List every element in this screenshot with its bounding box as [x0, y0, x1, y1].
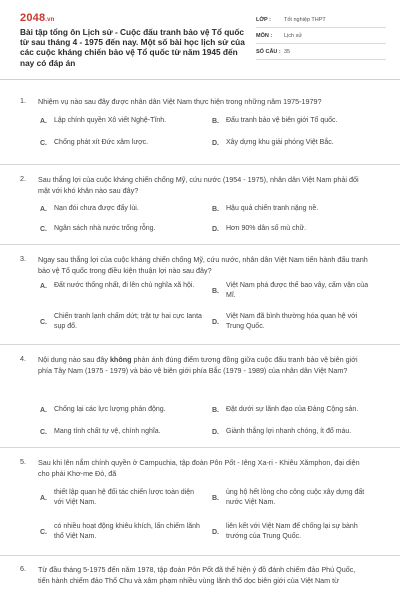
question-text: Ngay sau thắng lợi của cuộc kháng chiến chống Mỹ, cứu nước, nhân dân Việt Nam tiến hành đấu tranh bảo vệ Tổ quốc trong điều kiện thuận lợi nào sau đây?	[38, 255, 368, 275]
option-letter: B.	[212, 117, 219, 125]
meta-row-count	[256, 44, 386, 60]
meta-row-subject	[256, 28, 386, 44]
option-letter: C.	[40, 225, 47, 233]
question-1	[0, 90, 400, 165]
question-number: 2.	[20, 174, 26, 183]
option-a[interactable]	[40, 405, 205, 415]
option-a[interactable]	[40, 116, 200, 126]
option-text: liên kết với Việt Nam để chống lại sự bành trướng của Trung Quốc.	[226, 523, 358, 540]
question-number: 5.	[20, 457, 26, 466]
option-c[interactable]	[40, 138, 200, 148]
header	[0, 0, 400, 80]
question-2	[0, 165, 400, 245]
question-text	[38, 354, 368, 376]
option-c[interactable]	[40, 522, 205, 542]
option-d[interactable]	[212, 312, 377, 332]
option-letter: A.	[40, 282, 47, 290]
meta-value-subject: Lịch sử	[284, 32, 303, 39]
option-text: Hơn 90% dân số mù chữ.	[226, 225, 307, 232]
option-text: Đặt dưới sự lãnh đạo của Đảng Cộng sản.	[226, 406, 359, 413]
option-text: Ngân sách nhà nước trống rỗng.	[54, 225, 156, 232]
option-text: có nhiều hoạt động khiêu khích, lấn chiếm lãnh thổ Việt Nam.	[54, 523, 200, 540]
option-letter: C.	[40, 528, 47, 536]
document-title: Bài tập tổng ôn Lịch sử - Cuộc đấu tranh bảo vệ Tổ quốc từ sau tháng 4 - 1975 đến nay. Một số bài học lịch sử của các cuộc kháng chiến bảo vệ Tổ quốc từ năm 1945 đến nay có đáp án	[20, 27, 245, 68]
option-c[interactable]	[40, 427, 205, 437]
option-d[interactable]	[212, 138, 372, 148]
question-4	[0, 345, 400, 448]
question-number: 6.	[20, 564, 26, 573]
option-letter: B.	[212, 205, 219, 213]
option-text: Lập chính quyền Xô viết Nghệ-Tĩnh.	[54, 117, 167, 124]
option-letter: A.	[40, 205, 47, 213]
option-letter: C.	[40, 318, 47, 326]
option-b[interactable]	[212, 488, 377, 508]
option-letter: D.	[212, 225, 219, 233]
option-c[interactable]	[40, 224, 200, 234]
option-c[interactable]	[40, 312, 205, 332]
option-text: Chống phát xít Đức xâm lược.	[54, 139, 149, 146]
option-text: Chiến tranh lạnh chấm dứt; trật tự hai cực Ianta sụp đổ.	[54, 313, 202, 330]
option-text: Giành thắng lợi nhanh chóng, ít đổ máu.	[226, 428, 352, 435]
option-b[interactable]	[212, 405, 377, 415]
option-text: Đấu tranh bảo vệ biên giới Tổ quốc.	[226, 117, 338, 124]
option-letter: A.	[40, 117, 47, 125]
option-text: ủng hộ hết lòng cho công cuộc xây dựng đất nước Việt Nam.	[226, 489, 365, 506]
option-text: thiết lập quan hệ đối tác chiến lược toàn diện với Việt Nam.	[54, 489, 195, 506]
option-letter: D.	[212, 318, 219, 326]
option-letter: D.	[212, 139, 219, 147]
question-list	[0, 90, 400, 600]
option-text: Việt Nam đã bình thường hóa quan hệ với Trung Quốc.	[226, 313, 358, 330]
question-number: 3.	[20, 254, 26, 263]
meta-label-count: SỐ CÂU :	[256, 48, 281, 55]
question-text: Từ đầu tháng 5-1975 đến năm 1978, tập đoàn Pôn Pốt đã thể hiện ý đồ đánh chiếm đảo Phú Quốc, tiến hành chiếm đảo Thổ Chu và xâm phạm nhiều vùng lãnh thổ dọc biên giới của Việt Nam từ	[38, 565, 356, 585]
option-text: Mang tính chất tự vệ, chính nghĩa.	[54, 428, 161, 435]
option-d[interactable]	[212, 427, 377, 437]
meta-value-count: 35	[284, 48, 291, 55]
option-b[interactable]	[212, 281, 377, 301]
option-letter: C.	[40, 139, 47, 147]
option-text: Xây dựng khu giải phóng Việt Bắc.	[226, 139, 334, 146]
option-text: Hậu quả chiến tranh nặng nề.	[226, 205, 319, 212]
option-letter: B.	[212, 406, 219, 414]
question-emphasis: không	[109, 355, 132, 364]
option-d[interactable]	[212, 224, 372, 234]
option-letter: D.	[212, 528, 219, 536]
option-letter: B.	[212, 494, 219, 502]
meta-value-class: Tốt nghiệp THPT	[284, 16, 326, 23]
site-logo[interactable]: 2048.vn	[20, 12, 55, 24]
question-3	[0, 245, 400, 345]
meta-label-class: LỚP :	[256, 16, 271, 23]
option-a[interactable]	[40, 281, 205, 291]
question-5	[0, 448, 400, 556]
question-text-part: Nội dung nào sau đây	[38, 355, 110, 364]
question-text-part: phản ánh đúng điểm tương đồng giữa cuộc đấu tranh bảo vệ biên giới phía Tây Nam (1975 - 1979) và bảo vệ biên giới phía Bắc (1979 - 1989) của nhân dân Việt Nam?	[38, 355, 358, 375]
option-d[interactable]	[212, 522, 377, 542]
option-a[interactable]	[40, 204, 200, 214]
question-6	[0, 556, 400, 600]
question-number: 1.	[20, 96, 26, 105]
option-letter: A.	[40, 406, 47, 414]
question-text: Sau khi lên nắm chính quyền ở Campuchia, tập đoàn Pôn Pốt - Iêng Xa-ri - Khiêu Xămphon, đại diện cho phái Khơ-me Đỏ, đã	[38, 458, 360, 478]
option-letter: D.	[212, 428, 219, 436]
option-b[interactable]	[212, 204, 372, 214]
question-number: 4.	[20, 354, 26, 363]
option-a[interactable]	[40, 488, 205, 508]
option-text: Nạn đói chưa được đẩy lùi.	[54, 205, 139, 212]
header-divider	[0, 79, 400, 80]
option-text: Việt Nam phá được thế bao vây, cấm vận của Mĩ.	[226, 282, 369, 299]
option-b[interactable]	[212, 116, 372, 126]
option-text: Chống lại các lực lượng phản động.	[54, 406, 166, 413]
option-letter: B.	[212, 287, 219, 295]
option-letter: A.	[40, 494, 47, 502]
option-text: Đất nước thống nhất, đi lên chủ nghĩa xã hội.	[54, 282, 195, 289]
meta-table	[256, 12, 386, 60]
question-text: Nhiệm vụ nào sau đây được nhân dân Việt Nam thực hiện trong những năm 1975-1979?	[38, 97, 322, 106]
meta-row-class	[256, 12, 386, 28]
meta-label-subject: MÔN :	[256, 32, 273, 39]
question-text: Sau thắng lợi của cuộc kháng chiến chống Mỹ, cứu nước (1954 - 1975), nhân dân Việt Nam phải đối mặt với khó khăn nào sau đây?	[38, 175, 359, 195]
option-letter: C.	[40, 428, 47, 436]
